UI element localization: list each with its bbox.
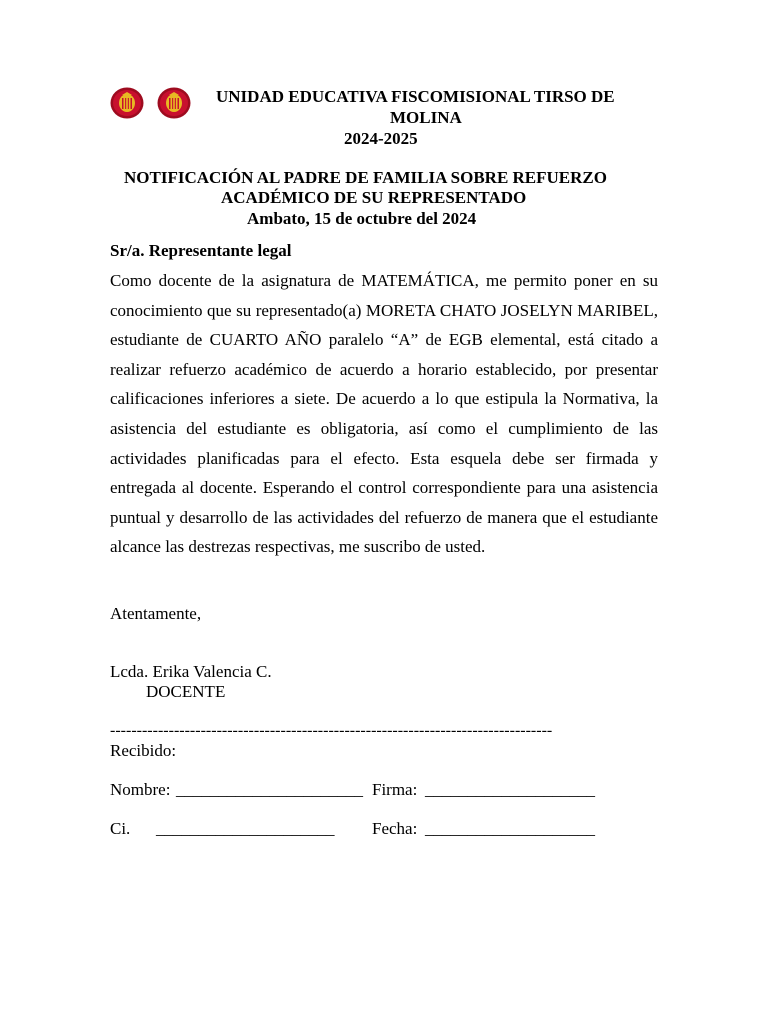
place-date: Ambato, 15 de octubre del 2024 [247, 209, 477, 228]
received-label: Recibido: [110, 741, 177, 760]
signer-name: Lcda. Erika Valencia C. [110, 662, 272, 681]
school-seal-left-icon [110, 86, 144, 120]
letter-body: Como docente de la asignatura de MATEMÁTICA, me permito poner en su conocimiento que su representado(a) MORETA CHATO JOSELYN MARIBEL, estudiante de CUARTO AÑO paralelo “A” de EGB elemental, está citado a realizar refuerzo académico de acuerdo a horario establecido, por presentar calificaciones inferiores a siete. De acuerdo a lo que estipula la Normativa, la asistencia del estudiante es obligatoria, así como el cumplimiento de las actividades planificadas para el efecto. Esta esquela debe ser firmada y entregada al docente. Esperando el control correspondiente para una asistencia puntual y desarrollo de las actividades del refuerzo de manera que el estudiante alcance las destrezas respectivas, me suscribo de usted. [110, 271, 658, 557]
id-label: Ci. [110, 819, 131, 838]
name-field[interactable]: ______________________ [176, 780, 363, 799]
id-field[interactable]: _____________________ [156, 819, 335, 838]
school-year: 2024-2025 [344, 129, 418, 148]
signer-role: DOCENTE [146, 682, 226, 701]
date-field[interactable]: ____________________ [425, 819, 595, 838]
salutation: Sr/a. Representante legal [110, 241, 292, 260]
closing: Atentamente, [110, 604, 202, 623]
name-label: Nombre: [110, 780, 171, 799]
institution-name-line2: MOLINA [390, 108, 462, 127]
notice-title-line1: NOTIFICACIÓN AL PADRE DE FAMILIA SOBRE REFUERZO [124, 168, 607, 187]
school-seal-right-icon [157, 86, 191, 120]
signature-field[interactable]: ____________________ [425, 780, 595, 799]
notice-title-line2: ACADÉMICO DE SU REPRESENTADO [221, 188, 527, 207]
cut-line: ----------------------------------------------------------------------------------- [110, 722, 553, 739]
date-label: Fecha: [372, 819, 418, 838]
institution-name-line1: UNIDAD EDUCATIVA FISCOMISIONAL TIRSO DE [216, 87, 615, 106]
signature-label: Firma: [372, 780, 418, 799]
